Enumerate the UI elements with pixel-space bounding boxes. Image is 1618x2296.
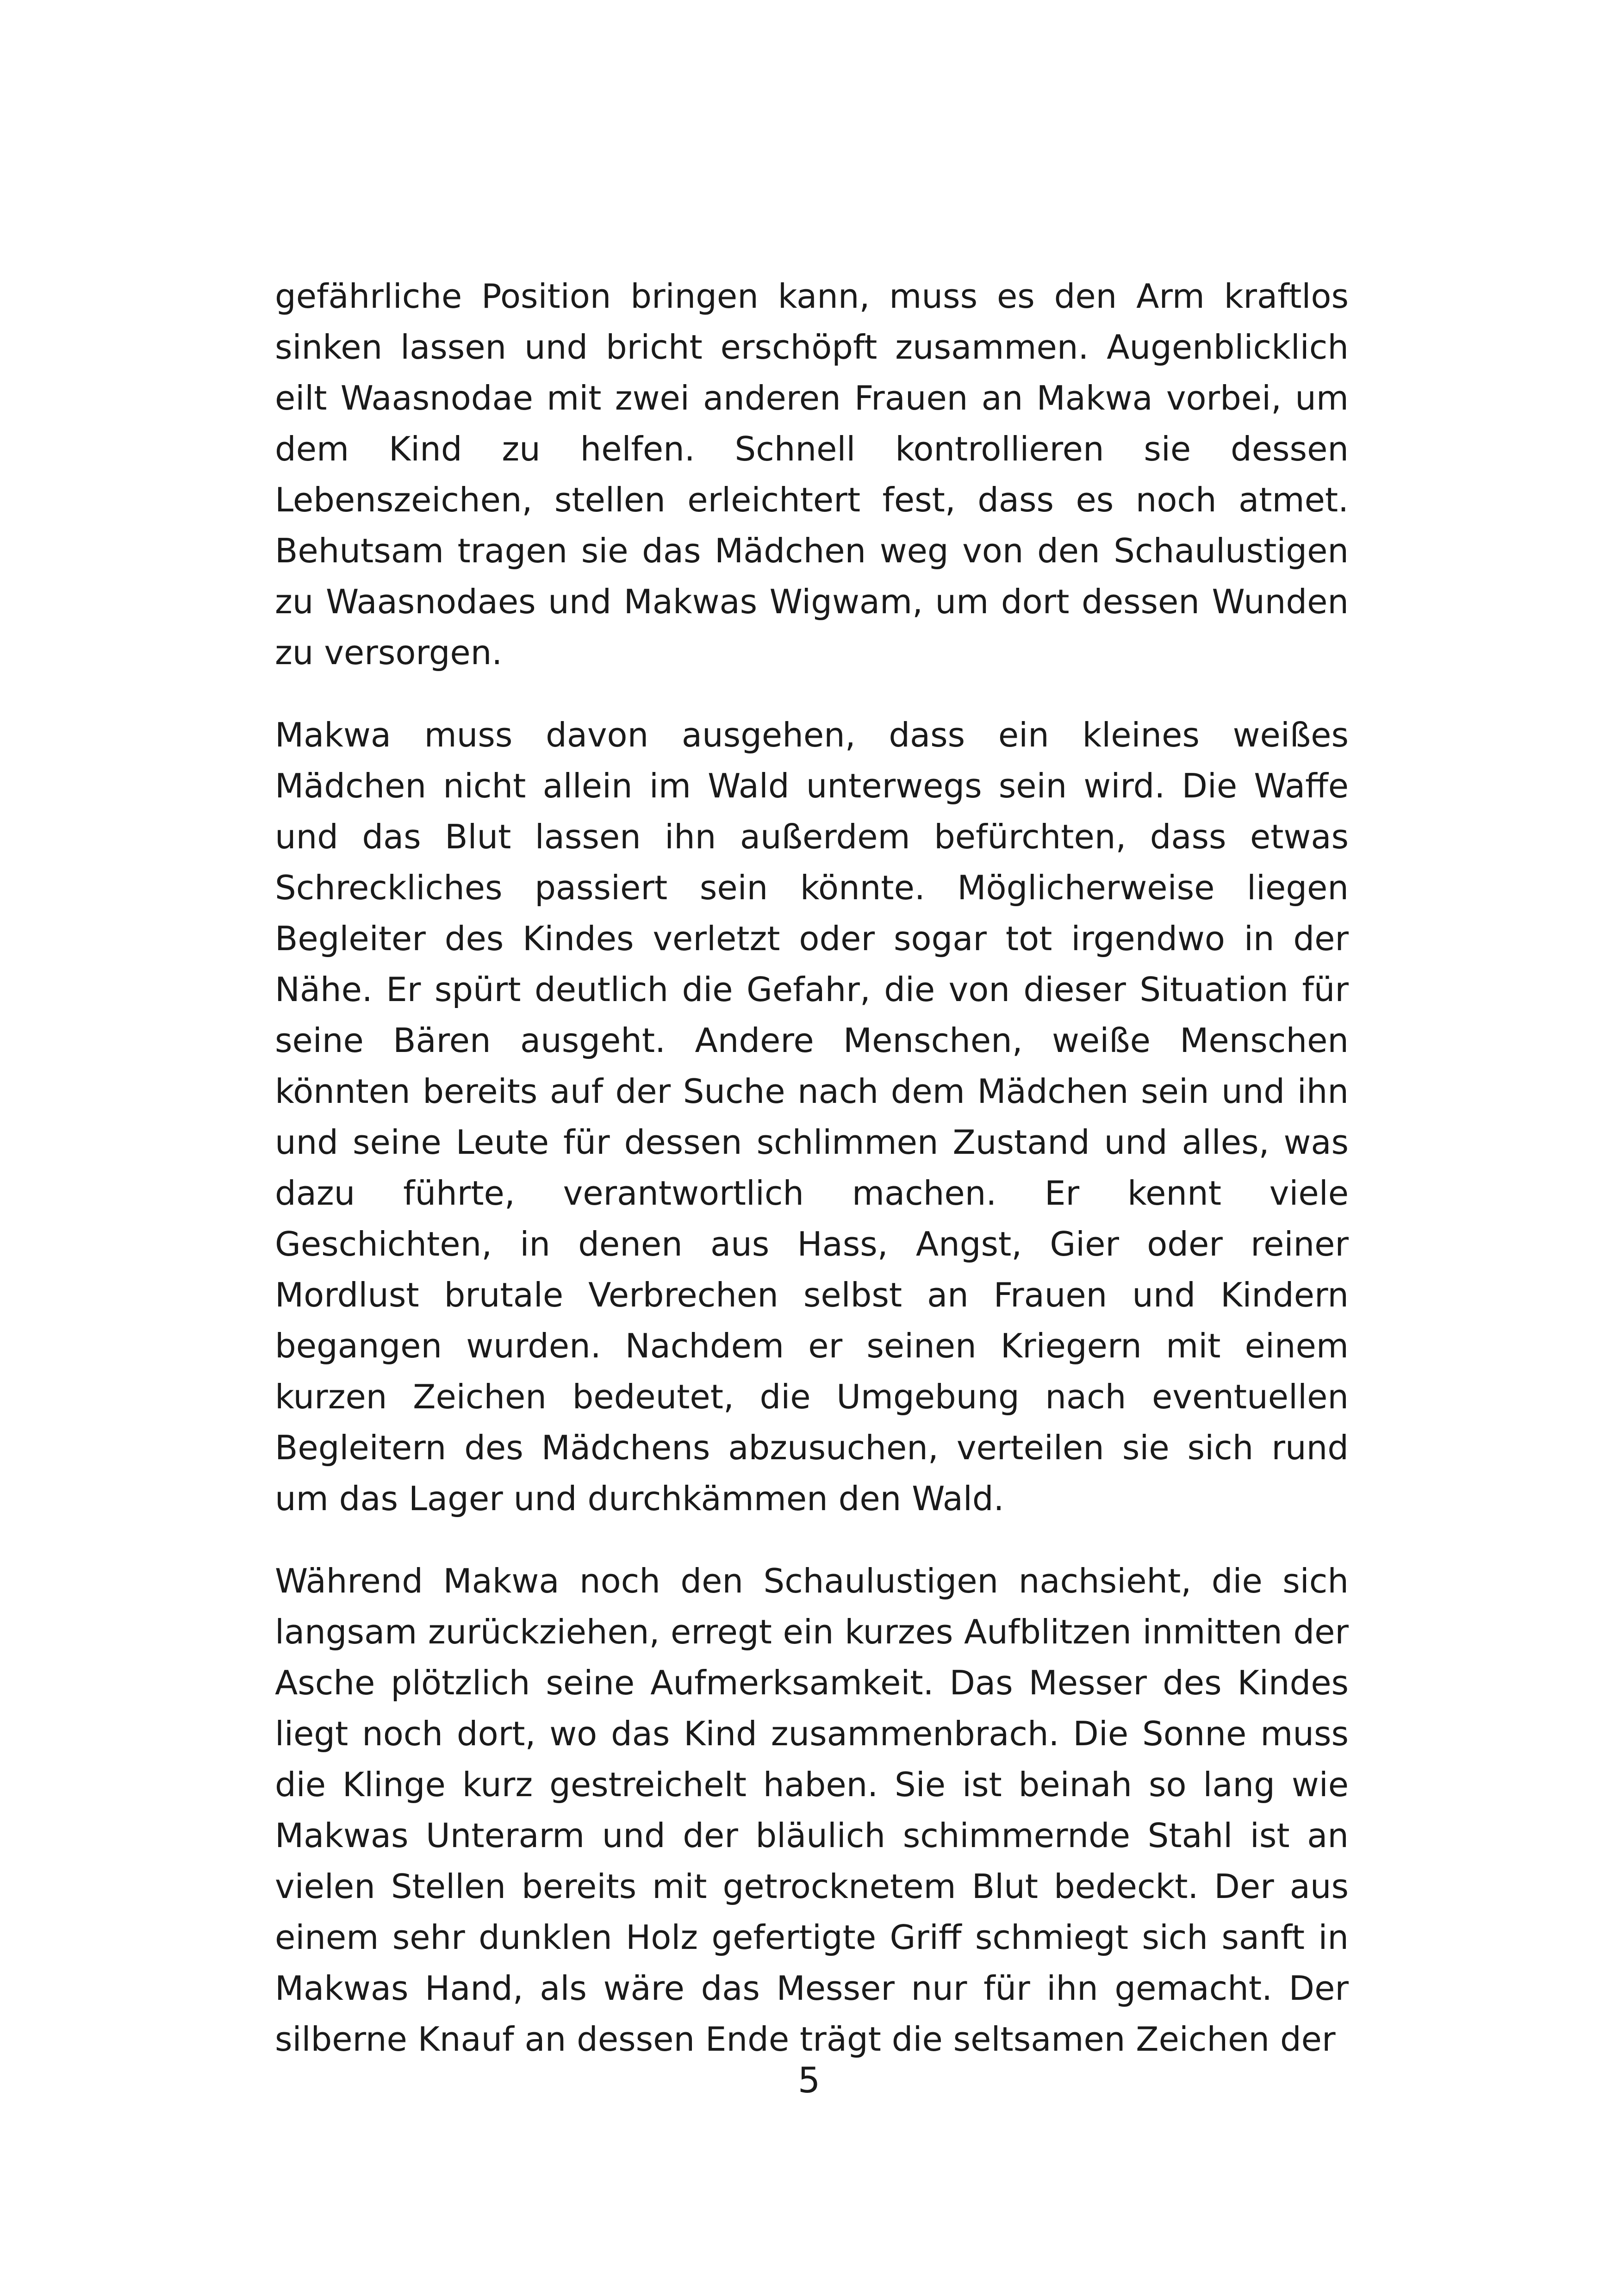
paragraph: Während Makwa noch den Schaulustigen nachsieht, die sich langsam zurückziehen, erregt ein kurzes Aufblitzen inmitten der Asche plötzlich seine Aufmerksamkeit. Das Messer des Kindes liegt noch dort, wo das Kind zusammenbrach. Die Sonne muss die Klinge kurz gestreichelt haben. Sie ist beinah so lang wie Makwas Unterarm und der bläulich schimmernde Stahl ist an vielen Stellen bereits mit getrocknetem Blut bedeckt. Der aus einem sehr dunklen Holz gefertigte Griff schmiegt sich sanft in Makwas Hand, als wäre das Messer nur für ihn gemacht. Der silberne Knauf an dessen Ende trägt die seltsamen Zeichen der [275, 1562, 1349, 2059]
body-text [275, 271, 1349, 2065]
paragraph: Makwa muss davon ausgehen, dass ein kleines weißes Mädchen nicht allein im Wald unterwegs sein wird. Die Waffe und das Blut lassen ihn außerdem befürchten, dass etwas Schreckliches passiert sein könnte. Möglicherweise liegen Begleiter des Kindes verletzt oder sogar tot irgendwo in der Nähe. Er spürt deutlich die Gefahr, die von dieser Situation für seine Bären ausgeht. Andere Menschen, weiße Menschen könnten bereits auf der Suche nach dem Mädchen sein und ihn und seine Leute für dessen schlimmen Zustand und alles, was dazu führte, verantwortlich machen. Er kennt viele Geschichten, in denen aus Hass, Angst, Gier oder reiner Mordlust brutale Verbrechen selbst an Frauen und Kindern begangen wurden. Nachdem er seinen Kriegern mit einem kurzen Zeichen bedeutet, die Umgebung nach eventuellen Begleitern des Mädchens abzusuchen, verteilen sie sich rund um das Lager und durchkämmen den Wald. [275, 716, 1349, 1518]
page-number: 5 [797, 2060, 821, 2101]
paragraph: gefährliche Position bringen kann, muss es den Arm kraftlos sinken lassen und bricht erschöpft zusammen. Augenblicklich eilt Waasnodae mit zwei anderen Frauen an Makwa vorbei, um dem Kind zu helfen. Schnell kontrollieren sie dessen Lebenszeichen, stellen erleichtert fest, dass es noch atmet. Behutsam tragen sie das Mädchen weg von den Schaulustigen zu Waasnodaes und Makwas Wigwam, um dort dessen Wunden zu versorgen. [275, 277, 1349, 672]
